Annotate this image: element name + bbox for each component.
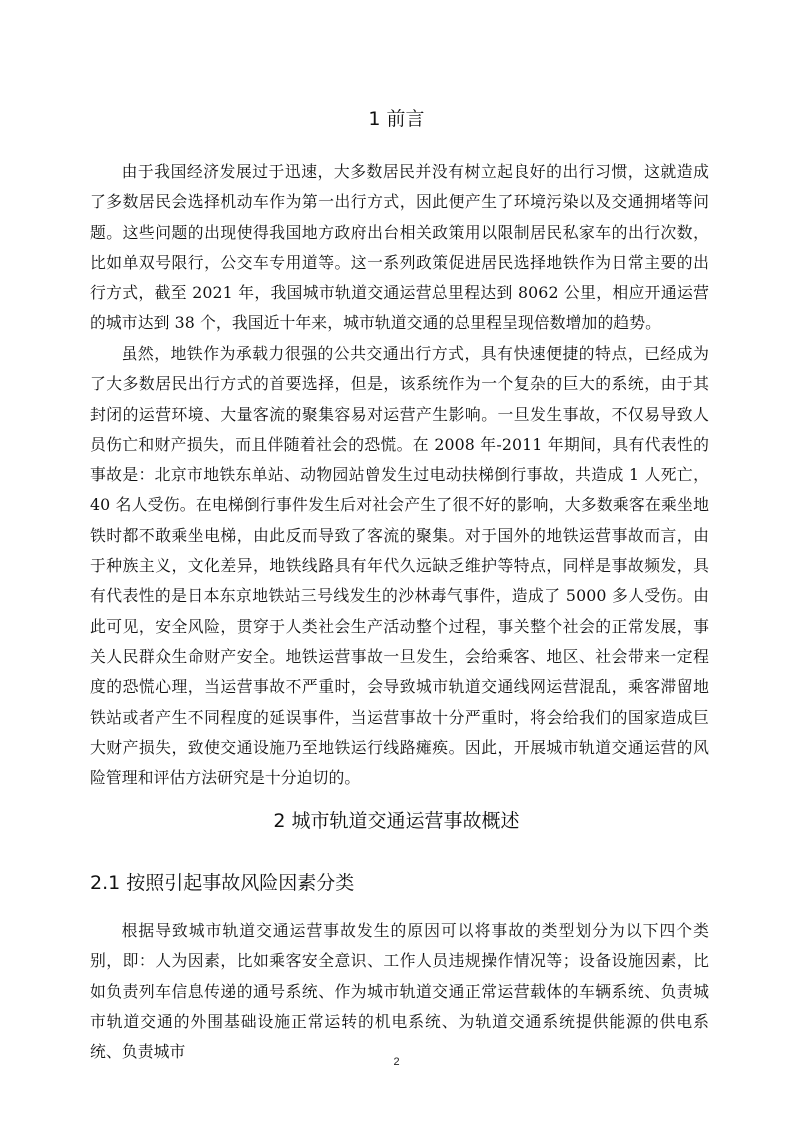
- section-heading-1: 1 前言: [368, 108, 425, 130]
- subsection-heading-2-1: 2.1 按照引起事故风险因素分类: [90, 872, 355, 894]
- page-number: 2: [393, 1056, 400, 1068]
- section-heading-2: 2 城市轨道交通运营事故概述: [273, 810, 520, 832]
- intro-paragraph-2: 虽然，地铁作为承载力很强的公共交通出行方式，具有快速便捷的特点，已经成为了大多数居民出行方式的首要选择，但是，该系统作为一个复杂的巨大的系统，由于其封闭的运营环境、大量客流的聚集容易对运营产生影响。一旦发生事故，不仅易导致人员伤亡和财产损失，而且伴随着社会的恐慌。在 2008 年-2011 年期间，具有代表性的事故是：北京市地铁东单站、动物园站曾发生过电动扶梯倒行事故，共造成 1 人死亡，40 名人受伤。在电梯倒行事件发生后对社会产生了很不好的影响，大多数乘客在乘坐地铁时都不敢乘坐电梯，由此反而导致了客流的聚集。对于国外的地铁运营事故而言，由于种族主义，文化差异，地铁线路具有年代久远缺乏维护等特点，同样是事故频发，具有代表性的是日本东京地铁站三号线发生的沙林毒气事件，造成了 5000 多人受伤。由此可见，安全风险，贯穿于人类社会生产活动整个过程，事关整个社会的正常发展，事关人民群众生命财产安全。地铁运营事故一旦发生，会给乘客、地区、社会带来一定程度的恐慌心理，当运营事故不严重时，会导致城市轨道交通线网运营混乱，乘客滞留地铁站或者产生不同程度的延误事件，当运营事故十分严重时，将会给我们的国家造成巨大财产损失，致使交通设施乃至地铁运行线路瘫痪。因此，开展城市轨道交通运营的风险管理和评估方法研究是十分迫切的。: [90, 344, 709, 788]
- intro-paragraph-1: 由于我国经济发展过于迅速，大多数居民并没有树立起良好的出行习惯，这就造成了多数居民会选择机动车作为第一出行方式，因此便产生了环境污染以及交通拥堵等问题。这些问题的出现使得我国地方政府出台相关政策用以限制居民私家车的出行次数，比如单双号限行，公交车专用道等。这一系列政策促进居民选择地铁作为日常主要的出行方式，截至 2021 年，我国城市轨道交通运营总里程达到 8062 公里，相应开通运营的城市达到 38 个，我国近十年来，城市轨道交通的总里程呈现倍数增加的趋势。: [90, 162, 709, 333]
- section-2-1-paragraph: 根据导致城市轨道交通运营事故发生的原因可以将事故的类型划分为以下四个类别，即：人为因素，比如乘客安全意识、工作人员违规操作情况等；设备设施因素，比如负责列车信息传递的通号系统、作为城市轨道交通正常运营载体的车辆系统、负责城市轨道交通的外围基础设施正常运转的机电系统、为轨道交通系统提供能源的供电系统、负责城市: [90, 921, 709, 1062]
